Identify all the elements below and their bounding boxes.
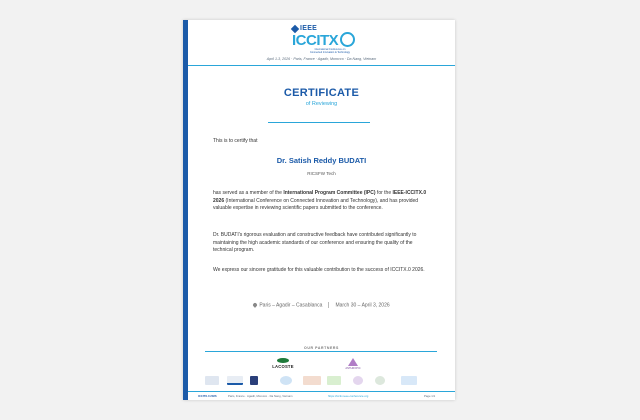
footer-url[interactable]: https://iccitx.ieee-conference.org: [328, 394, 369, 398]
recipient-name: Dr. Satish Reddy BUDATI: [276, 156, 367, 165]
certify-text: This is to certify that: [213, 138, 258, 144]
partners-label: OUR PARTNERS: [304, 346, 339, 350]
partner-logo: [250, 376, 258, 385]
partner-logo: [353, 376, 363, 385]
footer-left: ICCITX.0 2026: [198, 394, 217, 398]
sponsor-lacoste-logo: [268, 358, 298, 369]
sponsor-anthropic-logo: [338, 358, 368, 370]
crocodile-icon: [277, 358, 289, 363]
header-divider: [188, 65, 455, 66]
para1-conference: IEEE-ICCITX.0 2026: [213, 190, 427, 204]
globe-icon: [340, 32, 355, 47]
certificate-header: [188, 20, 455, 66]
para1-prefix: has served as a member of the: [213, 190, 284, 196]
para1-mid: for the: [375, 190, 393, 196]
partner-logo: [205, 376, 219, 385]
certificate-page: [183, 20, 455, 400]
header-tagline: April 1-3, 2026 · Paris, France · Agadir, Morocco · Da Nang, Vietnam: [266, 57, 377, 61]
logo-main-text: ICCITX: [292, 32, 339, 49]
gratitude-paragraph: We express our sincere gratitude for this valuable contribution to the success of ICCITX.0 2026.: [213, 267, 425, 273]
location-dates: March 30 – April 3, 2026: [335, 302, 390, 309]
partner-logos-row: [205, 376, 437, 388]
para1-ipc: International Program Committee (IPC): [283, 190, 376, 196]
anthropic-mark-icon: [348, 358, 358, 366]
partner-logo: [327, 376, 341, 385]
partners-divider: [205, 351, 437, 352]
para1-suffix: (International Conference on Connected Innovation and Technology), and has provided valuable expertise in reviewing scientific papers submitted to the conference.: [213, 197, 419, 211]
sponsor-anthropic-label: ANTHROPIC: [345, 367, 361, 370]
partner-logo: [375, 376, 385, 385]
sidebar-accent-bar: [183, 20, 188, 400]
logo-subtext: International Conference on Connected Innovation & Technology: [310, 48, 350, 54]
partner-logo: [303, 376, 321, 385]
feedback-paragraph: Dr. BUDATI's rigorous evaluation and constructive feedback have contributed significantly to maintaining the high academic standards of our conference and ensuring the quality of the technical program.: [213, 232, 417, 253]
partner-logo: [280, 376, 292, 385]
partner-logo: [401, 376, 417, 385]
location-pin-icon: [253, 302, 259, 308]
conference-logo: [292, 23, 358, 57]
sponsor-lacoste-label: LACOSTE: [272, 364, 294, 369]
service-paragraph: [213, 190, 428, 213]
location-places: Paris – Agadir – Casablanca: [259, 302, 323, 309]
footer-page: Page 1/1: [424, 394, 436, 398]
certificate-subtitle: of Reviewing: [305, 101, 338, 107]
certificate-footer: [188, 392, 455, 400]
location-line: [188, 302, 455, 308]
partner-logo: [227, 376, 243, 385]
certificate-title: CERTIFICATE: [283, 87, 360, 99]
location-separator: [328, 302, 329, 308]
footer-middle: Paris, France · Agadir, Morocco · Da Nang, Vietnam: [228, 394, 293, 398]
logo-ieee-text: IEEE: [300, 25, 318, 32]
title-underline: [268, 122, 370, 123]
recipient-organization: RICSFW Tech: [307, 171, 336, 176]
